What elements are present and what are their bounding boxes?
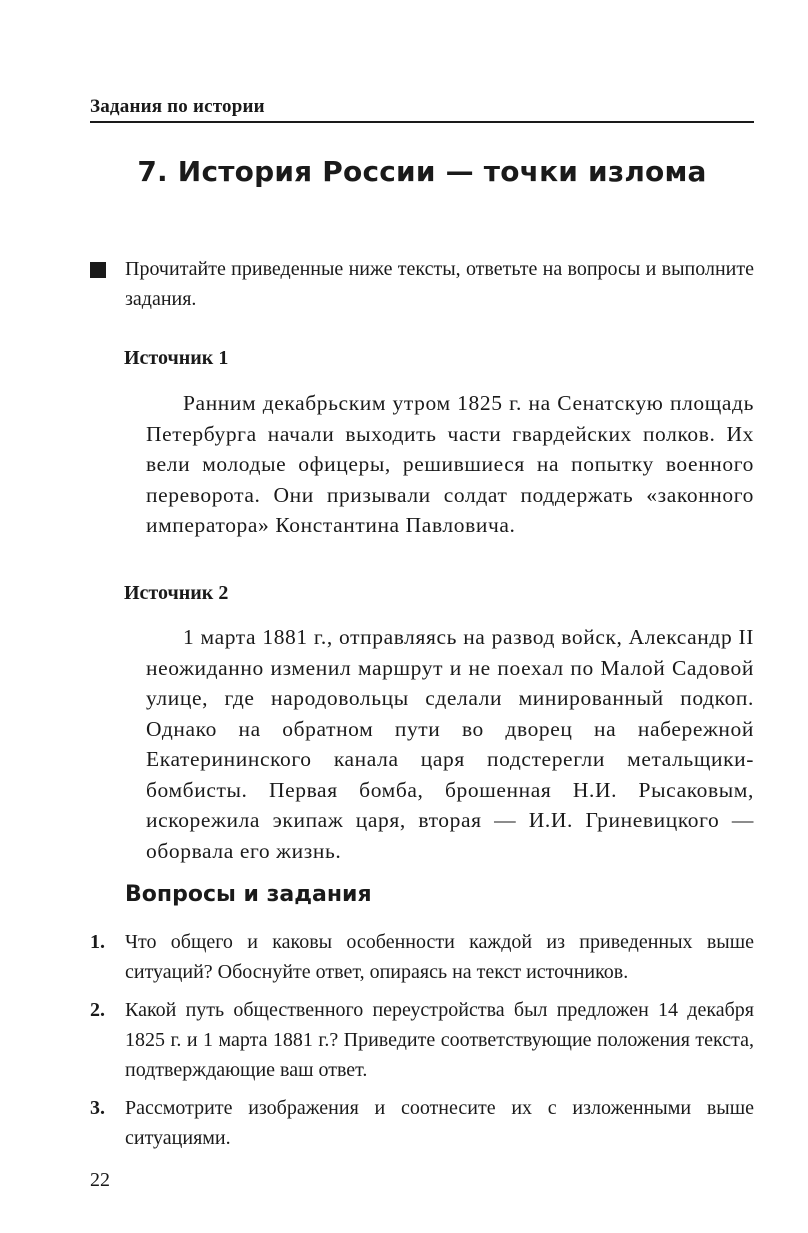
source-1-heading: Источник 1 [124, 347, 229, 369]
chapter-title: 7. История России — точки излома [137, 155, 707, 188]
source-1-text: Ранним декабрьским утром 1825 г. на Сенатскую площадь Петербурга начали выходить части гвардейских полков. Их вели молодые офицеры, решившиеся на попытку военного переворота. Они призывали солдат поддержать «законного императора» Константина Павловича. [146, 391, 754, 537]
question-number: 2. [90, 999, 105, 1021]
source-2-text: 1 марта 1881 г., отправляясь на развод войск, Александр II неожиданно изменил маршрут и не поехал по Малой Садовой улице, где народовольцы сделали минированный подкоп. Однако на обратном пути во дворец на набережной Екатерининского канала царя подстерегли метальщики-бомбисты. Первая бомба, брошенная Н.И. Рысаковым, искорежила экипаж царя, вторая — И.И. Гриневицкого — оборвала его жизнь. [146, 625, 754, 863]
question-number: 3. [90, 1097, 105, 1119]
square-bullet-icon [90, 262, 106, 278]
question-text: Рассмотрите изображения и соотнесите их с изложенными выше ситуациями. [125, 1097, 754, 1149]
question-number: 1. [90, 931, 105, 953]
running-head: Задания по истории [90, 96, 265, 117]
question-text: Что общего и каковы особенности каждой из приведенных выше ситуаций? Обоснуйте ответ, опираясь на текст источников. [125, 931, 754, 983]
source-2-heading: Источник 2 [124, 582, 229, 604]
question-text: Какой путь общественного переустройства был предложен 14 декабря 1825 г. и 1 марта 1881 г.? Приведите соответствующие положения текста, подтверждающие ваш ответ. [125, 999, 754, 1081]
header-rule [90, 121, 754, 123]
questions-title: Вопросы и задания [125, 882, 372, 907]
page-number: 22 [90, 1169, 110, 1191]
intro-text: Прочитайте приведенные ниже тексты, ответьте на вопросы и выполните задания. [125, 258, 754, 310]
